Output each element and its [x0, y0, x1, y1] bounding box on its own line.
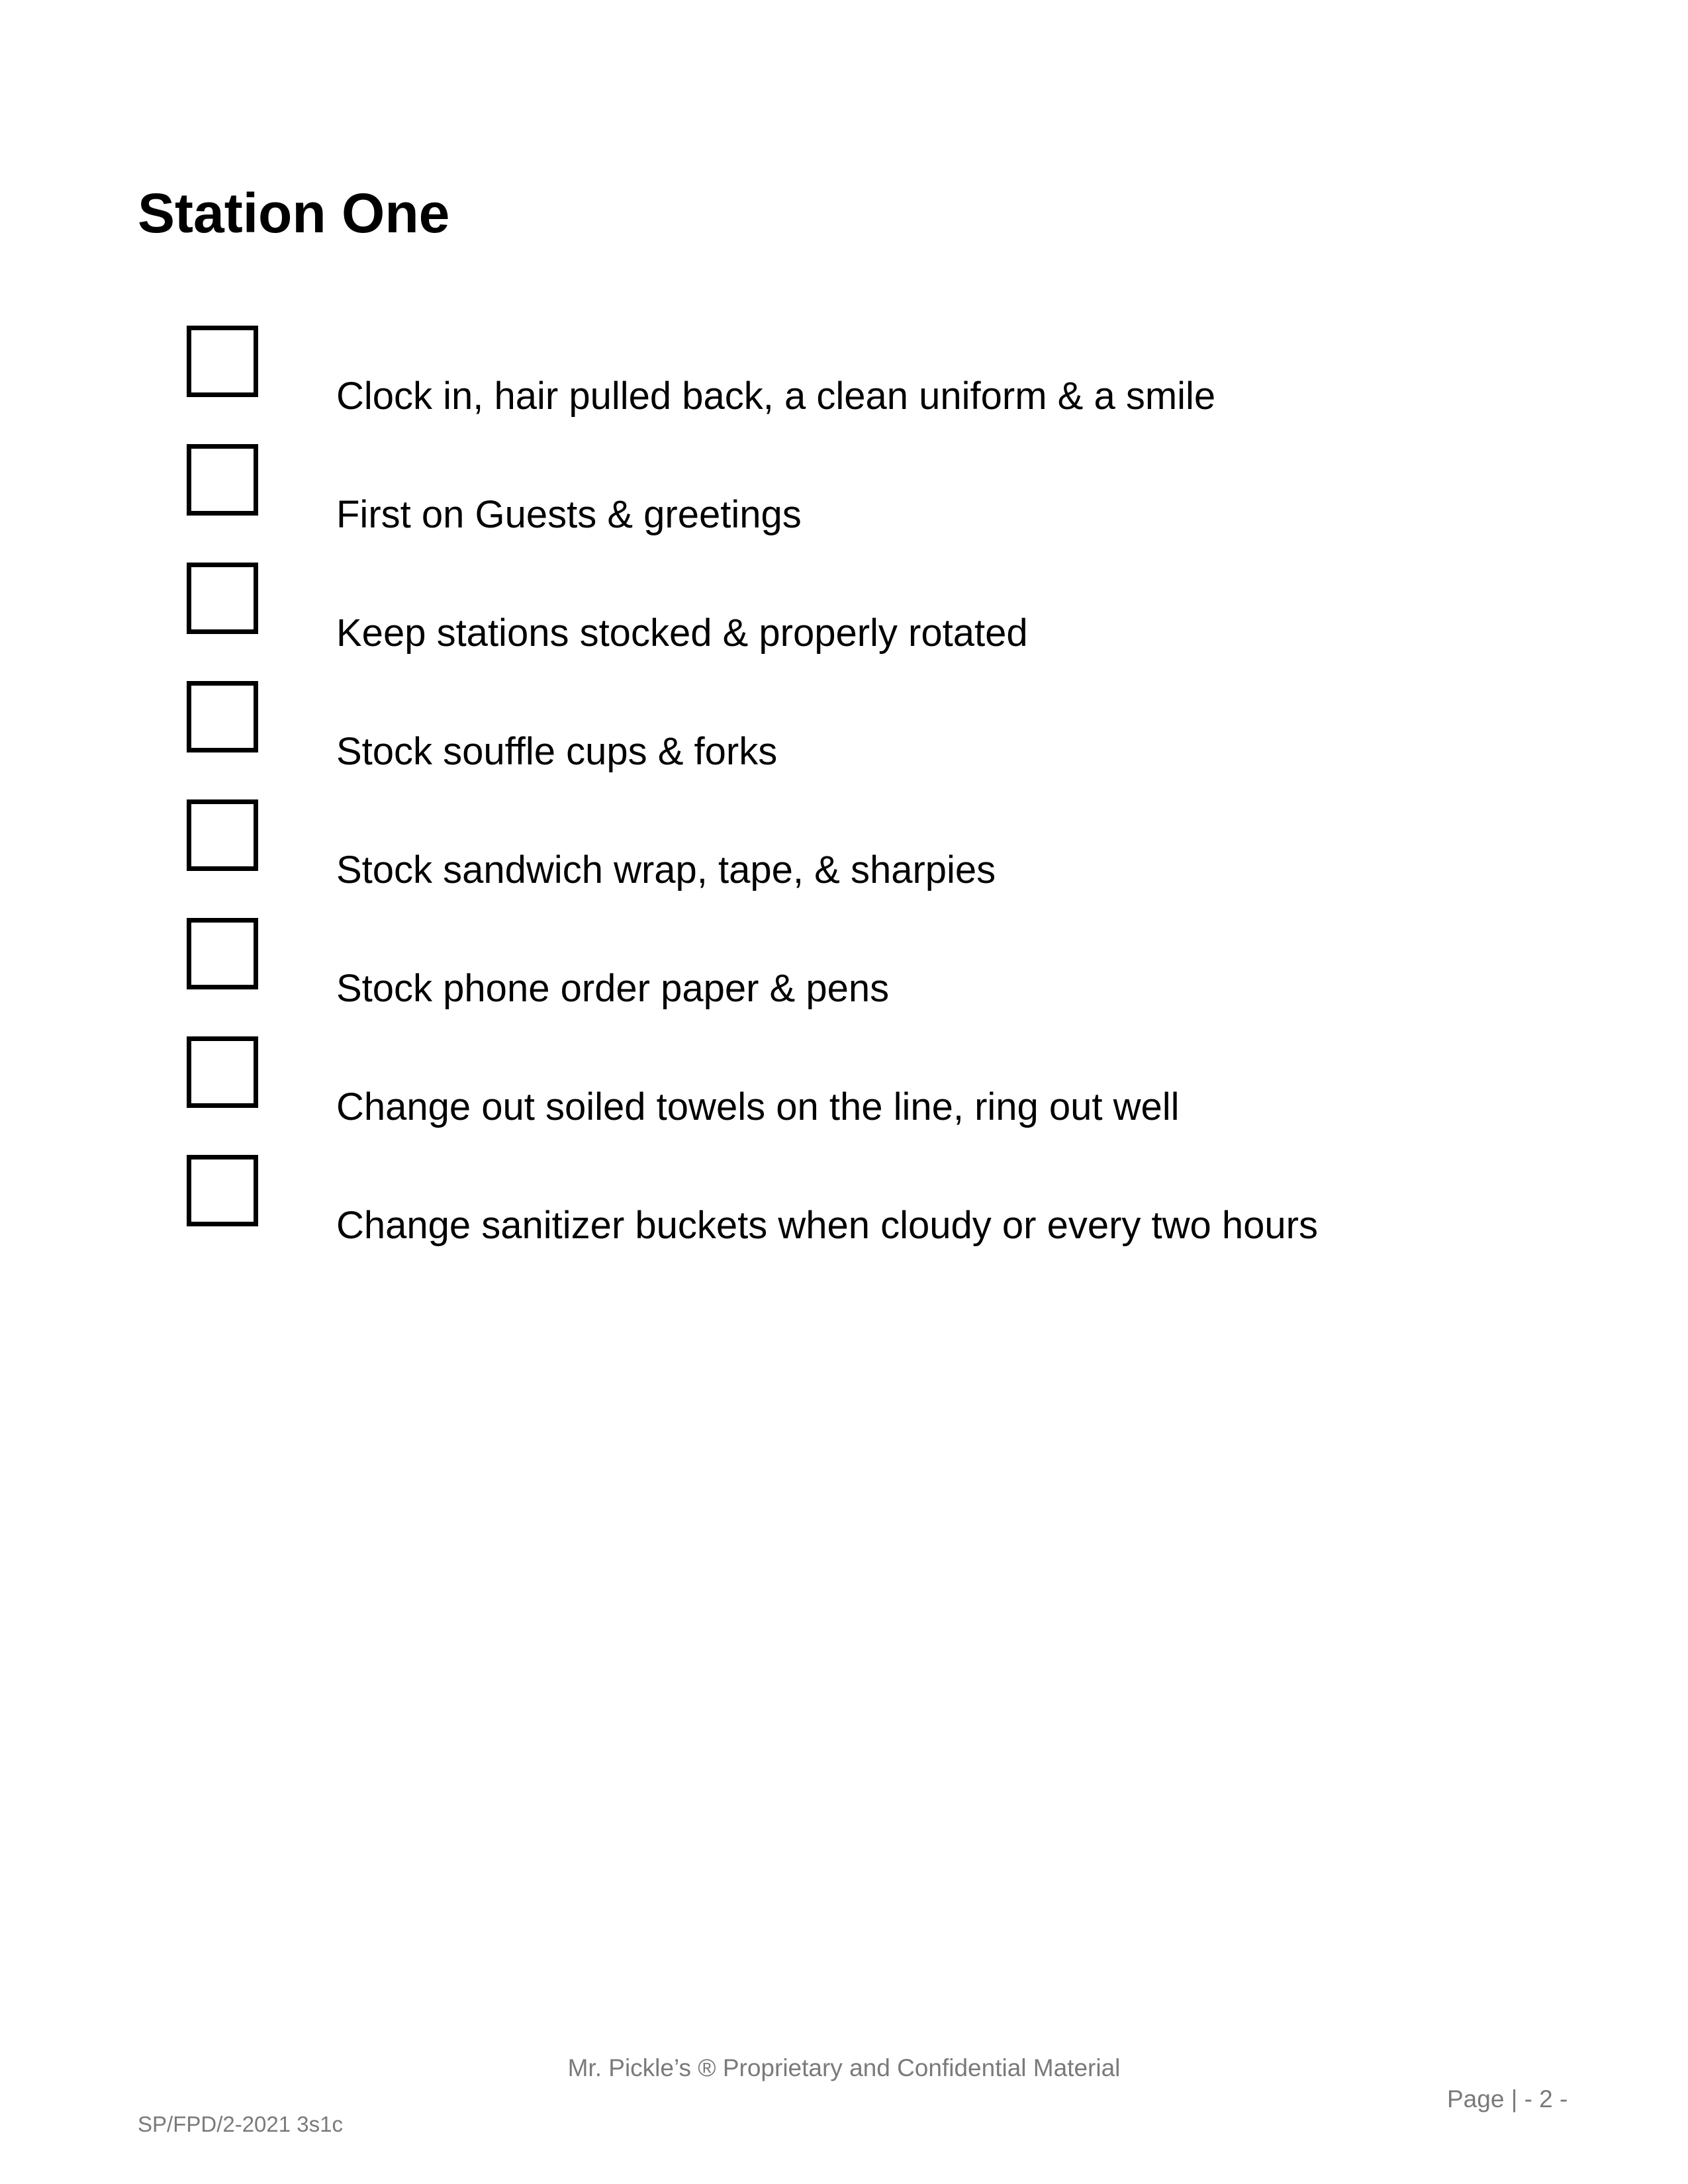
footer-page-number: Page | - 2 - [1447, 2085, 1568, 2113]
footer-confidentiality-notice: Mr. Pickle’s ® Proprietary and Confidential Material [567, 2054, 1121, 2081]
checklist-item [185, 796, 1377, 891]
checklist-item [185, 914, 1377, 1010]
checklist-item-label: Stock phone order paper & pens [336, 967, 890, 1010]
checkbox[interactable] [187, 444, 258, 516]
footer-document-code: SP/FPD/2-2021 3s1c [138, 2112, 343, 2136]
checkbox[interactable] [187, 918, 258, 989]
checkbox[interactable] [187, 1036, 258, 1108]
checklist-item [185, 559, 1377, 655]
checkbox[interactable] [187, 799, 258, 871]
checkbox[interactable] [187, 1155, 258, 1226]
checklist-item-label: Clock in, hair pulled back, a clean uniform & a smile [336, 375, 1216, 418]
checkbox[interactable] [187, 563, 258, 634]
checklist-item-label: Change out soiled towels on the line, ring out well [336, 1085, 1180, 1128]
checkbox[interactable] [187, 681, 258, 752]
checklist-item-label: Stock souffle cups & forks [336, 730, 778, 773]
checklist-item [185, 1032, 1377, 1128]
checklist-item [185, 677, 1377, 773]
checklist-item [185, 440, 1377, 536]
checklist-item [185, 322, 1377, 418]
checklist-item [185, 1151, 1377, 1247]
checkbox[interactable] [187, 326, 258, 397]
checklist-item-label: Stock sandwich wrap, tape, & sharpies [336, 848, 996, 891]
checklist-item-label: Change sanitizer buckets when cloudy or every two hours [336, 1204, 1318, 1247]
page-title: Station One [138, 182, 450, 244]
checklist-item-label: First on Guests & greetings [336, 493, 802, 536]
checklist-item-label: Keep stations stocked & properly rotated [336, 612, 1028, 655]
